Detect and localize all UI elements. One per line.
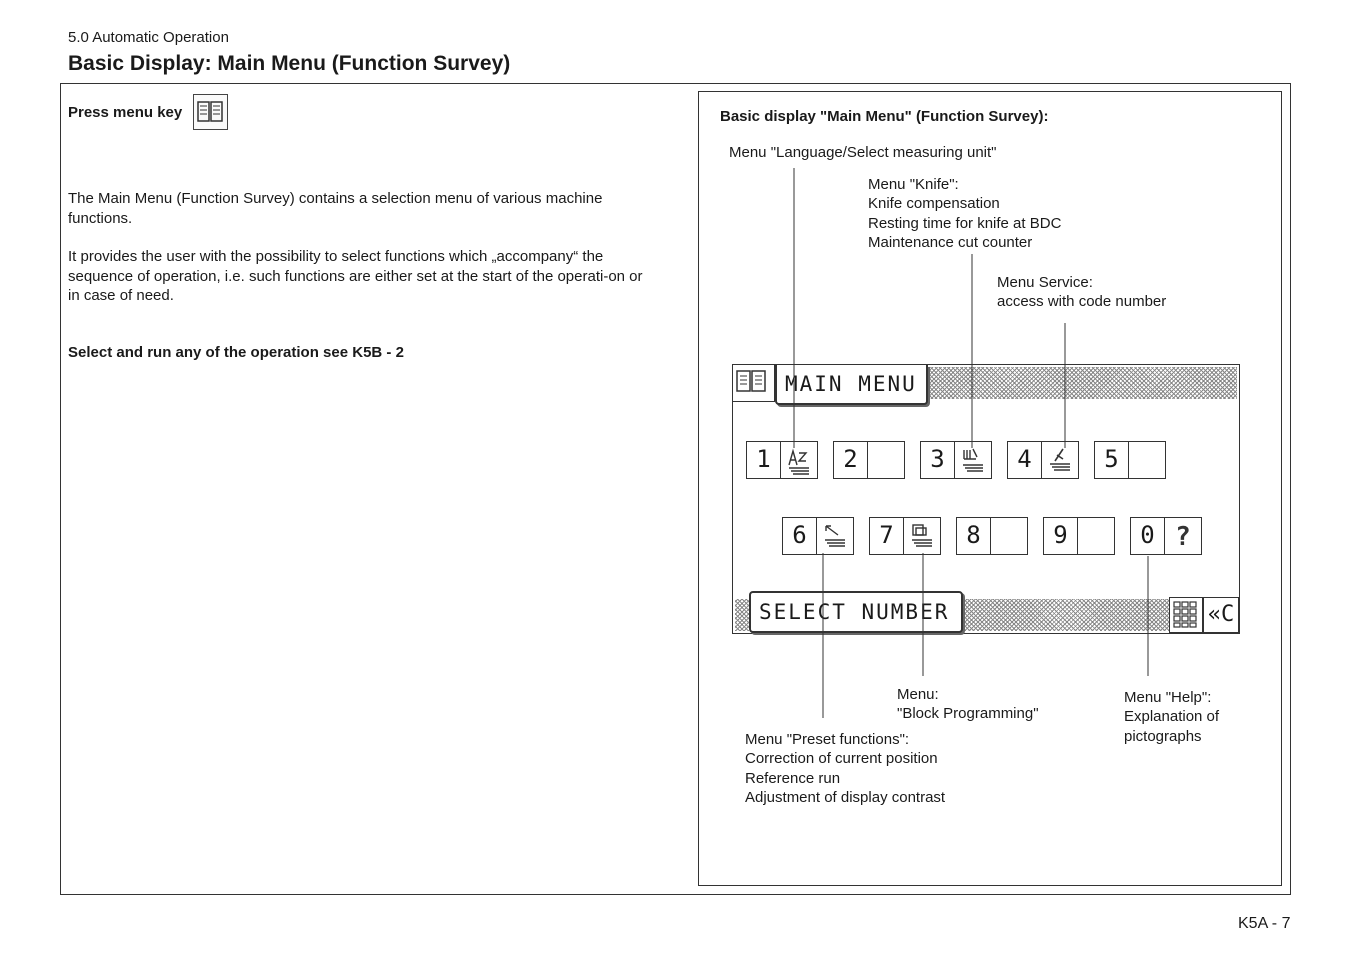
- book-icon: [733, 365, 773, 399]
- language-icon: [784, 445, 814, 475]
- annotation-knife: Menu "Knife": Knife compensation Resting time for knife at BDC Maintenance cut counter: [868, 176, 1062, 251]
- menu-number-label: 3: [921, 442, 955, 478]
- menu-number-label: 0: [1131, 518, 1165, 554]
- menu-icon-cell: [991, 518, 1027, 554]
- lcd-bottom-hatch-left: [735, 599, 749, 631]
- lcd-book-cell: [733, 365, 775, 401]
- menu-button-7[interactable]: [869, 517, 941, 555]
- menu-icon-cell: [817, 518, 853, 554]
- menu-button-4[interactable]: [1007, 441, 1079, 479]
- menu-icon-cell: [1042, 442, 1078, 478]
- menu-number-label: 9: [1044, 518, 1078, 554]
- keypad-button[interactable]: [1169, 597, 1203, 633]
- annotation-help: Menu "Help": Explanation of pictographs: [1124, 689, 1220, 745]
- block-program-icon: [907, 521, 937, 551]
- annotation-preset: Menu "Preset functions": Correction of current position Reference run Adjustment of display contrast: [745, 731, 946, 806]
- menu-icon-cell: [868, 442, 904, 478]
- clear-button[interactable]: «C: [1203, 597, 1239, 633]
- menu-icon-cell: [904, 518, 940, 554]
- menu-button-5[interactable]: [1094, 441, 1166, 479]
- menu-icon-cell: [1165, 518, 1201, 554]
- menu-number-label: 8: [957, 518, 991, 554]
- page-number: K5A - 7: [1238, 915, 1291, 932]
- menu-icon-cell: [955, 442, 991, 478]
- annotation-service: Menu Service: access with code number: [997, 274, 1167, 311]
- service-icon: [1045, 445, 1075, 475]
- question-icon: [1168, 521, 1198, 551]
- menu-button-6[interactable]: [782, 517, 854, 555]
- menu-icon-cell: [1078, 518, 1114, 554]
- intro-paragraph: The Main Menu (Function Survey) contains a selection menu of various machine functions.: [68, 190, 603, 227]
- menu-button-9[interactable]: [1043, 517, 1115, 555]
- menu-button-8[interactable]: [956, 517, 1028, 555]
- menu-number-label: 1: [747, 442, 781, 478]
- page-title: Basic Display: Main Menu (Function Survey): [68, 52, 511, 75]
- reference-note: Select and run any of the operation see K5B - 2: [68, 344, 404, 361]
- menu-number-label: 2: [834, 442, 868, 478]
- section-label: 5.0 Automatic Operation: [68, 29, 229, 46]
- menu-number-label: 7: [870, 518, 904, 554]
- lcd-screen: [732, 364, 1240, 634]
- illustration-heading: Basic display "Main Menu" (Function Survey):: [720, 108, 1049, 125]
- menu-key[interactable]: [193, 94, 228, 130]
- menu-number-label: 6: [783, 518, 817, 554]
- lcd-title-line: [733, 401, 775, 402]
- preset-icon: [820, 521, 850, 551]
- description-paragraph: It provides the user with the possibility to select functions which „accompany“ the sequence of operation, i.e. such functions are either set at the start of the operati-on or in case of need.: [68, 248, 643, 304]
- lcd-top-hatch: [928, 367, 1237, 399]
- svg-text:?: ?: [1175, 522, 1191, 551]
- menu-button-0[interactable]: [1130, 517, 1202, 555]
- menu-button-2[interactable]: [833, 441, 905, 479]
- keypad-icon: [1170, 598, 1200, 630]
- annotation-block: Menu: "Block Programming": [897, 686, 1039, 723]
- knife-icon: [958, 445, 988, 475]
- menu-icon-cell: [1129, 442, 1165, 478]
- book-icon: [194, 95, 226, 128]
- menu-number-label: 5: [1095, 442, 1129, 478]
- lcd-bottom-hatch-right: [965, 599, 1169, 631]
- menu-number-label: 4: [1008, 442, 1042, 478]
- menu-button-1[interactable]: [746, 441, 818, 479]
- menu-icon-cell: [781, 442, 817, 478]
- lcd-prompt: SELECT NUMBER: [749, 591, 963, 633]
- lcd-title: MAIN MENU: [775, 365, 928, 405]
- annotation-language: Menu "Language/Select measuring unit": [729, 144, 997, 161]
- menu-button-3[interactable]: [920, 441, 992, 479]
- press-menu-label: Press menu key: [68, 104, 183, 121]
